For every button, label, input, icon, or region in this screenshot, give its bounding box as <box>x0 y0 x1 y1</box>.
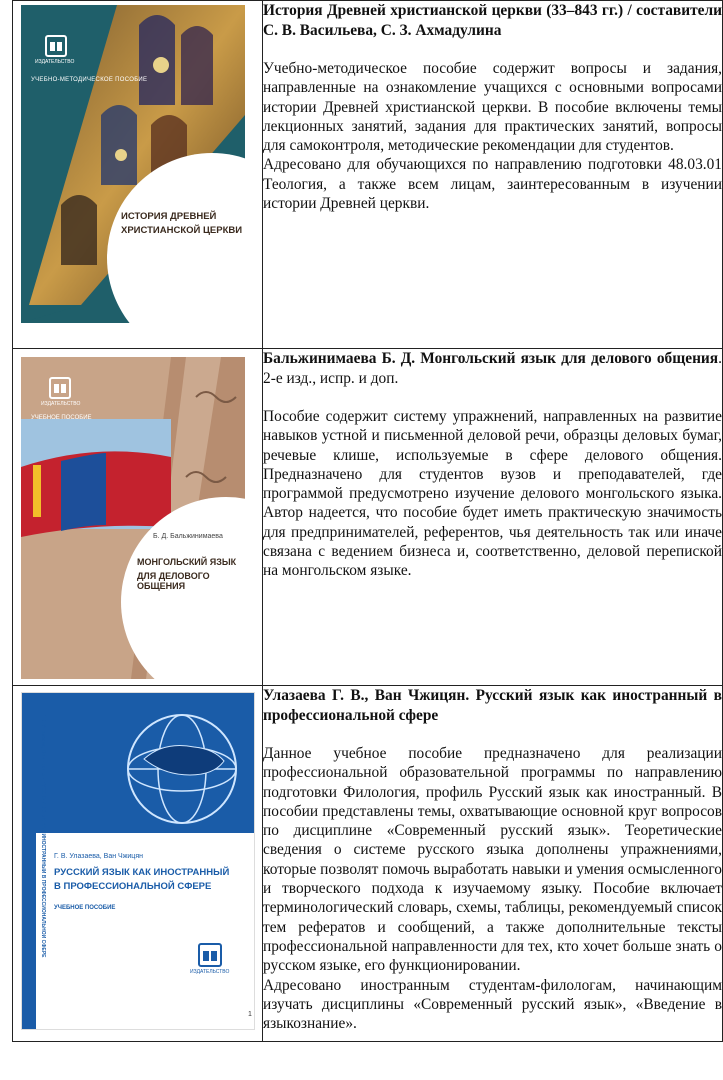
cover-cell <box>13 349 263 686</box>
description-paragraph: Пособие содержит систему упражнений, направленных на развитие навыков устной и письменной деловой речи, образцы деловых бумаг, речевые клише, используемые в сфере делового общения. Предназначено для студентов вузов и преподавателей, где программой предусмотрено изучение делового монгольского языка. Автор надеется, что пособие будет иметь практическую значимость для предпринимателей, референтов, чья деятельность так или иначе связана с ведением бизнеса и, соответственно, деловой перепиской на монгольском языке. <box>263 408 722 580</box>
publisher-name: ИЗДАТЕЛЬСТВО <box>190 969 230 975</box>
book-icon <box>200 945 220 965</box>
book-title <box>263 686 722 726</box>
cover-title-line1: МОНГОЛЬСКИЙ ЯЗЫК <box>137 557 237 567</box>
description-paragraph: Учебно-методическое пособие содержит вопросы и задания, направленные на ознакомление учащихся с основными вопросами истории Древней христианской церкви. В пособие включены темы лекционных занятий, задания для практических занятий, вопросы для самоконтроля, методические рекомендации для студентов. <box>263 60 722 155</box>
publisher-logo <box>198 943 222 967</box>
book-title-text: Бальжинимаева Б. Д. Монгольский язык для делового общения <box>263 350 719 367</box>
cover-title-line2: ДЛЯ ДЕЛОВОГО ОБЩЕНИЯ <box>137 571 210 591</box>
cover-cell <box>13 1 263 349</box>
book-description <box>263 59 722 213</box>
book-row <box>13 349 723 686</box>
description-paragraph: Адресовано для обучающихся по направлению подготовки 48.03.01 Теология, а также всем лицам, заинтересованным в изучении истории Древней церкви. <box>263 156 722 213</box>
cover-author: Б. Д. Бальжинимаева <box>153 533 223 540</box>
book-row <box>13 1 723 349</box>
publisher-logo <box>45 35 67 57</box>
description-cell <box>263 686 723 1042</box>
book-icon <box>47 37 65 55</box>
book-title-text: История Древней христианской церкви (33–843 гг.) / составители С. В. Васильева, С. З. Ахмадулина <box>263 2 722 39</box>
cover-authors: Г. В. Улазаева, Ван Чжицян <box>54 853 143 860</box>
cover-type-label: УЧЕБНОЕ ПОСОБИЕ <box>54 905 116 911</box>
book-catalog-table <box>12 0 723 1042</box>
book-description <box>263 744 722 1033</box>
description-paragraph: Адресовано иностранным студентам-филологам, начинающим изучать дисциплины «Современный русский язык», «Введение в языкознание». <box>263 976 722 1033</box>
publisher-name: ИЗДАТЕЛЬСТВО <box>35 59 75 65</box>
cover-type-label: УЧЕБНОЕ ПОСОБИЕ <box>31 415 92 421</box>
book-edition: . 2-е изд., испр. и доп. <box>263 350 722 387</box>
cover-title-line2: ХРИСТИАНСКОЙ ЦЕРКВИ <box>121 225 243 236</box>
book-icon <box>51 379 69 397</box>
book-row <box>13 686 723 1042</box>
cover-type-label: УЧЕБНО-МЕТОДИЧЕСКОЕ ПОСОБИЕ <box>31 77 148 83</box>
book-title-text: Улазаева Г. В., Ван Чжицян. Русский язык как иностранный в профессиональной сфере <box>263 687 722 724</box>
description-paragraph: Данное учебное пособие предназначено для реализации профессиональной образовательной программы по направлению подготовки Филология, профиль Русский язык как иностранный. В пособии представлены темы, охватывающие основной круг вопросов по дисциплине «Современный русский язык». Теоретические сведения о системе русского языка дополнены упражнениями, которые позволят помочь выработать навыки и умения осмысленного и творческого подхода к изучаемому языку. Пособие включает терминологический словарь, схемы, таблицы, рекомендуемый список тем рефератов и сообщений, а также дополнительные тексты профессиональной направленности для тех, кто хочет больше знать о русском языке, его функционировании. <box>263 745 722 975</box>
cover-title-line2: В ПРОФЕССИОНАЛЬНОЙ СФЕРЕ <box>54 881 212 892</box>
page-mark: 1 <box>248 1011 252 1018</box>
spine-stripe <box>22 693 36 1029</box>
cover-cell <box>13 686 263 1042</box>
description-cell <box>263 1 723 349</box>
book-cover-russian-foreign <box>21 692 255 1030</box>
book-title <box>263 349 722 389</box>
cover-title-line1: ИСТОРИЯ ДРЕВНЕЙ <box>121 211 217 222</box>
description-cell <box>263 349 723 686</box>
globe-icon <box>122 709 242 829</box>
publisher-logo <box>49 377 71 399</box>
book-title <box>263 1 722 41</box>
spine-text: Г. В. Улазаева, Ван Чжицян РУССКИЙ ЯЗЫК КАК ИНОСТРАННЫЙ В ПРОФЕССИОНАЛЬНОЙ СФЕРЕ <box>40 713 46 958</box>
publisher-name: ИЗДАТЕЛЬСТВО <box>41 401 81 407</box>
cover-title-line1: РУССКИЙ ЯЗЫК КАК ИНОСТРАННЫЙ <box>54 867 230 878</box>
book-description <box>263 407 722 581</box>
book-cover-mongolian <box>21 357 245 679</box>
book-cover-church-history <box>21 5 245 323</box>
